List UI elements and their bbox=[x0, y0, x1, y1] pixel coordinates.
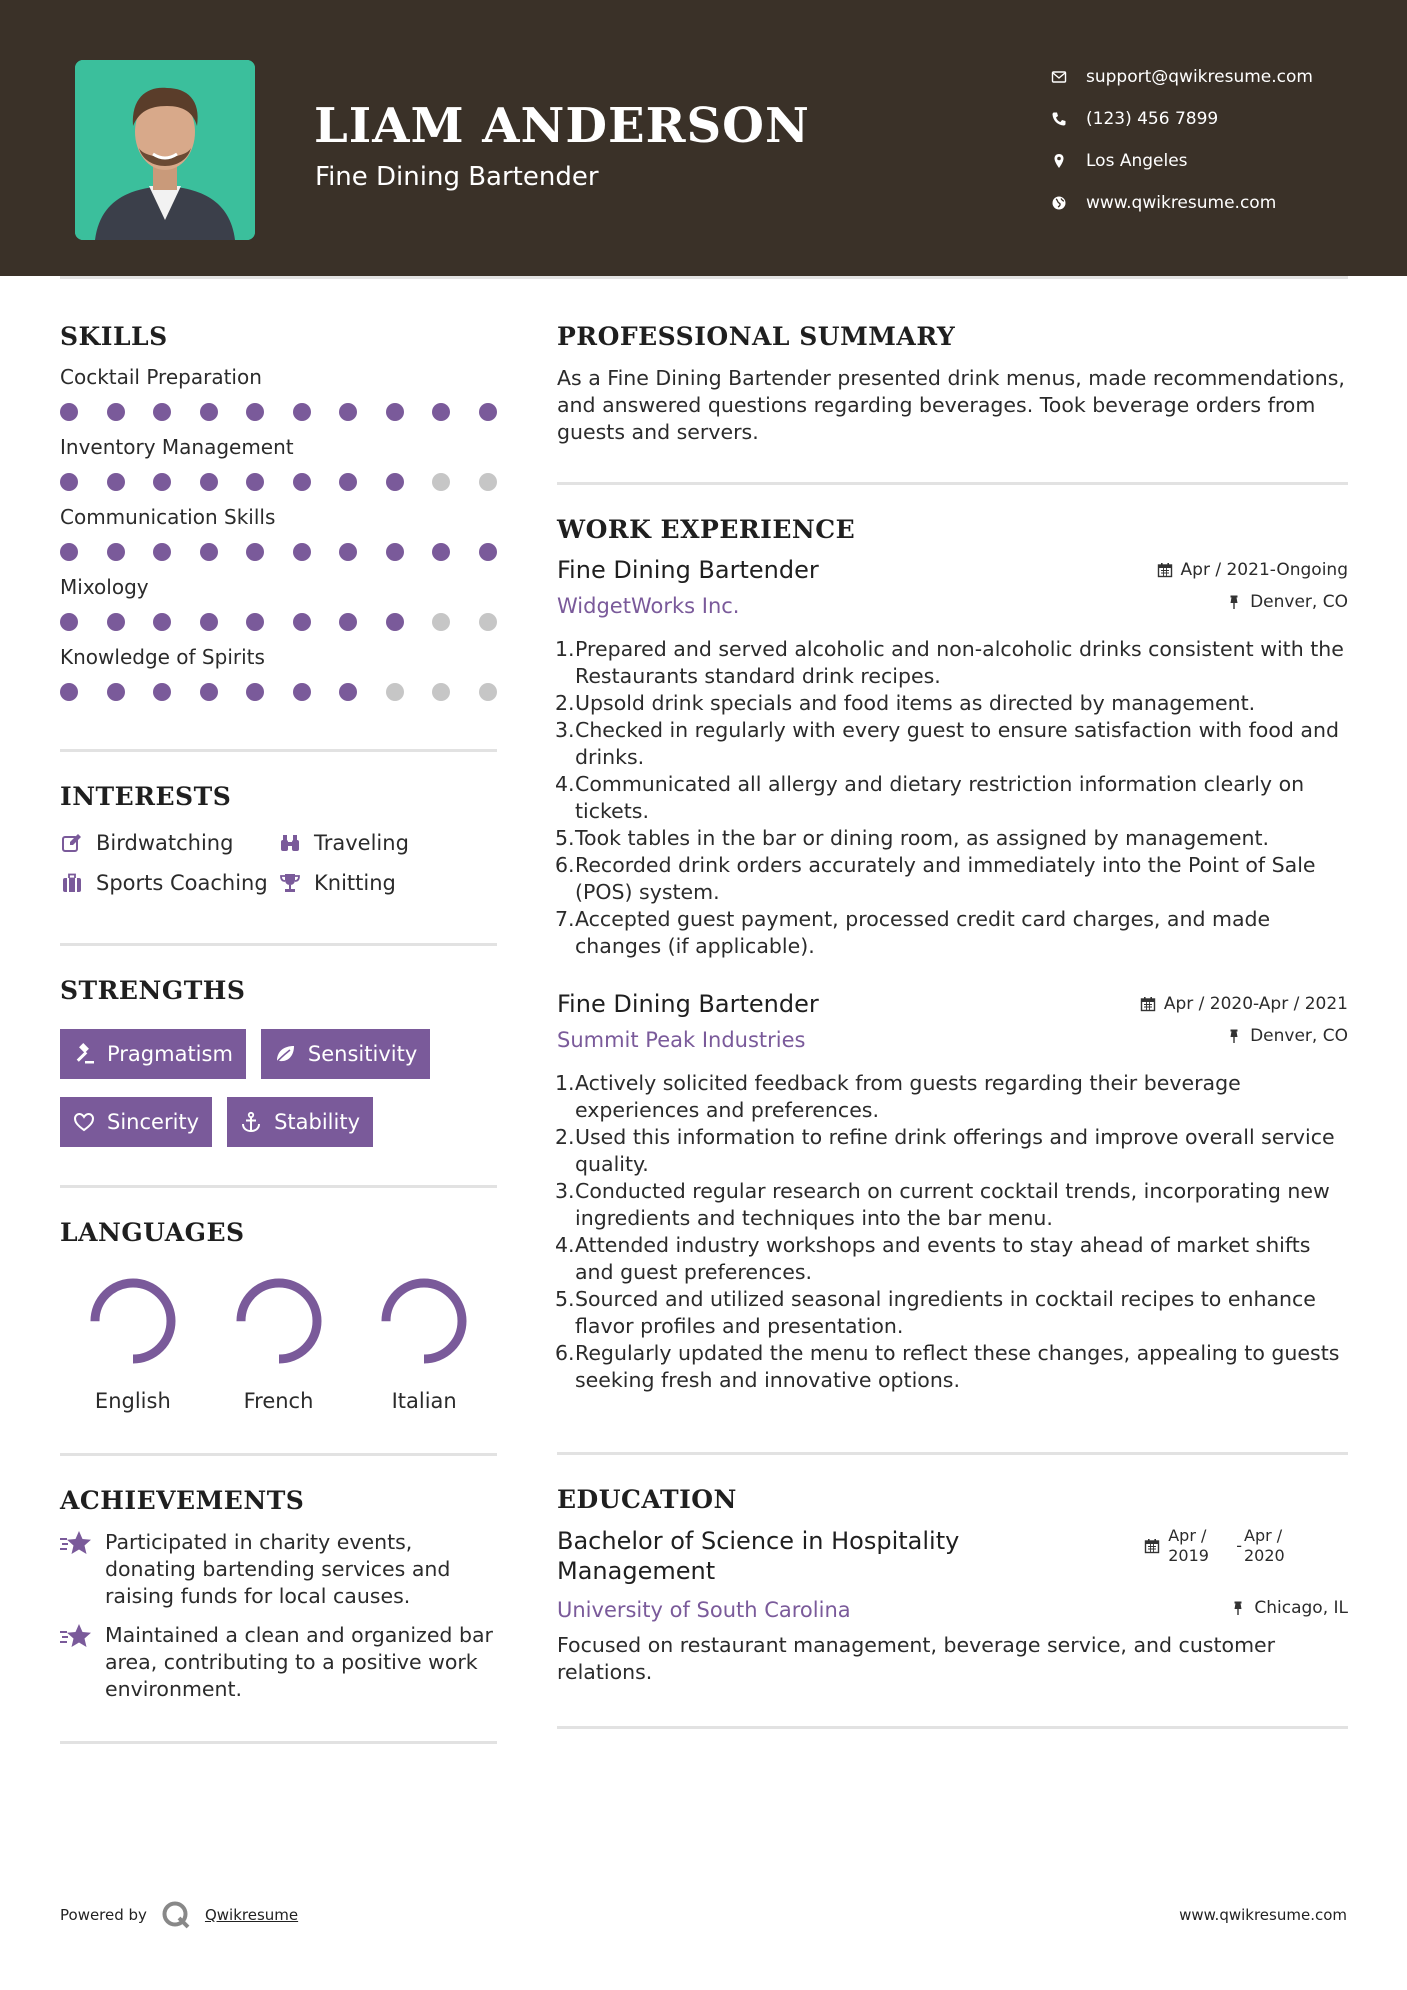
job-location-text: Denver, CO bbox=[1250, 1026, 1348, 1046]
rating-dot-filled bbox=[200, 403, 218, 421]
contact-email[interactable] bbox=[1050, 56, 1380, 98]
skill-rating bbox=[60, 613, 497, 631]
strength-label: Sincerity bbox=[107, 1110, 200, 1134]
rating-dot-filled bbox=[60, 543, 78, 561]
strength-tag bbox=[261, 1029, 430, 1079]
language-level-ring bbox=[233, 1275, 325, 1367]
rating-dot-filled bbox=[246, 613, 264, 631]
skills-list bbox=[60, 365, 497, 701]
job-title: Fine Dining Bartender bbox=[557, 556, 819, 584]
duty-item: Attended industry workshops and events to stay ahead of market shifts and guest preferences. bbox=[575, 1233, 1311, 1284]
rating-dot-filled bbox=[107, 613, 125, 631]
footer-branding bbox=[60, 1900, 298, 1930]
duty-item: Sourced and utilized seasonal ingredients in cocktail recipes to enhance flavor profiles and presentation. bbox=[575, 1287, 1316, 1338]
rating-dot-filled bbox=[60, 403, 78, 421]
job-location bbox=[1226, 1026, 1348, 1046]
rating-dot-filled bbox=[432, 543, 450, 561]
rating-dot-filled bbox=[339, 403, 357, 421]
footer-website[interactable]: www.qwikresume.com bbox=[1179, 1906, 1347, 1924]
job-company: Summit Peak Industries bbox=[557, 1028, 806, 1052]
heart-icon bbox=[73, 1111, 95, 1133]
contact-location-text: Los Angeles bbox=[1086, 151, 1188, 171]
languages-section bbox=[60, 1218, 497, 1413]
language-item bbox=[206, 1275, 352, 1413]
duty-item: Actively solicited feedback from guests regarding their beverage experiences and preferences. bbox=[575, 1071, 1241, 1122]
job-dates bbox=[1157, 560, 1348, 580]
pushpin-icon bbox=[1230, 1600, 1246, 1616]
rating-dot-filled bbox=[200, 683, 218, 701]
education-end-month: Apr / bbox=[1244, 1526, 1283, 1545]
interest-item bbox=[278, 831, 497, 855]
strength-label: Sensitivity bbox=[307, 1042, 418, 1066]
rating-dot-filled bbox=[153, 543, 171, 561]
duty-item: Communicated all allergy and dietary restriction information clearly on tickets. bbox=[575, 772, 1305, 823]
star-icon bbox=[60, 1529, 92, 1557]
star-icon bbox=[60, 1622, 92, 1650]
rating-dot-filled bbox=[200, 473, 218, 491]
contact-list bbox=[1050, 56, 1380, 224]
skills-title: SKILLS bbox=[60, 322, 168, 351]
duty-item: Prepared and served alcoholic and non-alcoholic drinks consistent with the Restaurants standard drink recipes. bbox=[575, 637, 1344, 688]
rating-dot-empty bbox=[432, 613, 450, 631]
contact-website-text: www.qwikresume.com bbox=[1086, 193, 1277, 213]
job-duties bbox=[557, 1070, 1348, 1394]
skill-label: Inventory Management bbox=[60, 435, 294, 459]
job-entry bbox=[557, 990, 1348, 1394]
map-pin-icon bbox=[1050, 152, 1068, 170]
rating-dot-filled bbox=[153, 403, 171, 421]
skill-rating bbox=[60, 473, 497, 491]
achievement-item bbox=[60, 1622, 497, 1703]
rating-dot-filled bbox=[107, 683, 125, 701]
language-level-ring bbox=[378, 1275, 470, 1367]
profile-photo bbox=[75, 60, 255, 240]
rating-dot-filled bbox=[107, 543, 125, 561]
rating-dot-filled bbox=[246, 543, 264, 561]
interest-item bbox=[60, 871, 278, 895]
achievements-list bbox=[60, 1529, 497, 1703]
calendar-icon bbox=[1144, 1538, 1160, 1554]
rating-dot-filled bbox=[386, 543, 404, 561]
rating-dot-empty bbox=[432, 473, 450, 491]
contact-website[interactable] bbox=[1050, 182, 1380, 224]
duty-item: Took tables in the bar or dining room, as assigned by management. bbox=[575, 826, 1270, 850]
rating-dot-filled bbox=[339, 683, 357, 701]
interests-list bbox=[60, 831, 497, 895]
language-item bbox=[60, 1275, 206, 1413]
education-description: Focused on restaurant management, beverage service, and customer relations. bbox=[557, 1633, 1276, 1684]
strength-tag bbox=[227, 1097, 373, 1147]
skill-item bbox=[60, 365, 497, 421]
rating-dot-filled bbox=[200, 613, 218, 631]
summary-text: As a Fine Dining Bartender presented drink menus, made recommendations, and answered questions regarding beverages. Took beverage orders from guests and servers. bbox=[557, 366, 1345, 444]
rating-dot-filled bbox=[153, 613, 171, 631]
strengths-section bbox=[60, 976, 497, 1147]
job-duties bbox=[557, 636, 1348, 960]
skill-item bbox=[60, 505, 497, 561]
rating-dot-filled bbox=[246, 683, 264, 701]
duty-item: Checked in regularly with every guest to ensure satisfaction with food and drinks. bbox=[575, 718, 1339, 769]
languages-title: LANGUAGES bbox=[60, 1218, 245, 1247]
strength-label: Pragmatism bbox=[107, 1042, 233, 1066]
globe-icon bbox=[1050, 194, 1068, 212]
envelope-icon bbox=[1050, 68, 1068, 86]
rating-dot-filled bbox=[293, 683, 311, 701]
rating-dot-empty bbox=[432, 683, 450, 701]
summary-section bbox=[557, 322, 1348, 446]
section-divider bbox=[60, 749, 497, 752]
skill-rating bbox=[60, 403, 497, 421]
education-date-separator: - bbox=[1236, 1536, 1242, 1555]
education-start-year: 2019 bbox=[1168, 1546, 1209, 1565]
job-company: WidgetWorks Inc. bbox=[557, 594, 740, 618]
briefcase-icon bbox=[60, 871, 84, 895]
rating-dot-empty bbox=[479, 613, 497, 631]
skills-section bbox=[60, 322, 497, 701]
skill-label: Knowledge of Spirits bbox=[60, 645, 265, 669]
duty-item: Upsold drink specials and food items as directed by management. bbox=[575, 691, 1256, 715]
rating-dot-empty bbox=[386, 683, 404, 701]
duty-item: Regularly updated the menu to reflect these changes, appealing to guests seeking fresh and innovative options. bbox=[575, 1341, 1340, 1392]
gavel-icon bbox=[73, 1043, 95, 1065]
section-divider bbox=[557, 1452, 1348, 1455]
skill-item bbox=[60, 435, 497, 491]
rating-dot-filled bbox=[293, 403, 311, 421]
interest-label: Knitting bbox=[314, 871, 396, 895]
degree-title: Bachelor of Science in Hospitality Management bbox=[557, 1527, 960, 1585]
achievement-text: Maintained a clean and organized bar area, contributing to a positive work environment. bbox=[105, 1623, 493, 1701]
powered-by-label: Powered by bbox=[60, 1906, 147, 1924]
achievements-title: ACHIEVEMENTS bbox=[60, 1486, 305, 1515]
rating-dot-filled bbox=[479, 403, 497, 421]
rating-dot-filled bbox=[107, 473, 125, 491]
rating-dot-filled bbox=[200, 543, 218, 561]
section-divider bbox=[60, 1185, 497, 1188]
section-divider bbox=[557, 482, 1348, 485]
rating-dot-empty bbox=[479, 473, 497, 491]
skill-item bbox=[60, 575, 497, 631]
rating-dot-filled bbox=[107, 403, 125, 421]
achievement-item bbox=[60, 1529, 497, 1610]
language-item bbox=[351, 1275, 497, 1413]
strength-tag bbox=[60, 1097, 212, 1147]
calendar-icon bbox=[1140, 996, 1156, 1012]
rating-dot-filled bbox=[60, 613, 78, 631]
contact-phone-text: (123) 456 7899 bbox=[1086, 109, 1219, 129]
contact-phone[interactable] bbox=[1050, 98, 1380, 140]
job-title: Fine Dining Bartender bbox=[557, 990, 819, 1018]
achievements-section bbox=[60, 1486, 497, 1703]
skill-label: Mixology bbox=[60, 575, 149, 599]
experience-section bbox=[557, 515, 1348, 1394]
education-end-year: 2020 bbox=[1244, 1546, 1285, 1565]
education-section bbox=[557, 1485, 1348, 1686]
interest-label: Sports Coaching bbox=[96, 871, 268, 895]
rating-dot-filled bbox=[339, 543, 357, 561]
skill-label: Communication Skills bbox=[60, 505, 276, 529]
qwikresume-logo-icon bbox=[161, 1900, 191, 1930]
strength-label: Stability bbox=[274, 1110, 361, 1134]
job-dates-text: Apr / 2021-Ongoing bbox=[1180, 560, 1348, 580]
candidate-name: LIAM ANDERSON bbox=[314, 98, 810, 154]
phone-icon bbox=[1050, 110, 1068, 128]
strengths-title: STRENGTHS bbox=[60, 976, 246, 1005]
languages-list bbox=[60, 1275, 497, 1413]
rating-dot-filled bbox=[432, 403, 450, 421]
strengths-list bbox=[60, 1029, 497, 1147]
section-divider bbox=[557, 1726, 1348, 1729]
rating-dot-filled bbox=[153, 683, 171, 701]
job-dates-text: Apr / 2020-Apr / 2021 bbox=[1163, 994, 1348, 1014]
resume-header bbox=[0, 0, 1407, 276]
education-dates bbox=[1144, 1526, 1308, 1566]
education-title: EDUCATION bbox=[557, 1485, 737, 1514]
school-name: University of South Carolina bbox=[557, 1598, 851, 1622]
strength-tag bbox=[60, 1029, 246, 1079]
experience-title: WORK EXPERIENCE bbox=[557, 515, 856, 544]
duty-item: Accepted guest payment, processed credit card charges, and made changes (if applicable). bbox=[575, 907, 1271, 958]
rating-dot-filled bbox=[60, 473, 78, 491]
interests-title: INTERESTS bbox=[60, 782, 232, 811]
interest-item bbox=[278, 871, 497, 895]
education-location bbox=[1230, 1598, 1348, 1618]
rating-dot-filled bbox=[386, 403, 404, 421]
candidate-role: Fine Dining Bartender bbox=[315, 162, 599, 192]
rating-dot-filled bbox=[293, 473, 311, 491]
edit-icon bbox=[60, 831, 84, 855]
job-dates bbox=[1140, 994, 1348, 1014]
language-label: English bbox=[94, 1389, 171, 1413]
interests-section bbox=[60, 782, 497, 895]
duty-item: Recorded drink orders accurately and immediately into the Point of Sale (POS) system. bbox=[575, 853, 1316, 904]
pushpin-icon bbox=[1226, 594, 1242, 610]
job-location bbox=[1226, 592, 1348, 612]
rating-dot-filled bbox=[293, 543, 311, 561]
education-end bbox=[1244, 1526, 1308, 1566]
duty-item: Used this information to refine drink offerings and improve overall service quality. bbox=[575, 1125, 1335, 1176]
job-entry bbox=[557, 556, 1348, 960]
trophy-icon bbox=[278, 871, 302, 895]
rating-dot-filled bbox=[246, 473, 264, 491]
rating-dot-filled bbox=[293, 613, 311, 631]
skill-item bbox=[60, 645, 497, 701]
skill-label: Cocktail Preparation bbox=[60, 365, 262, 389]
rating-dot-filled bbox=[153, 473, 171, 491]
header-divider bbox=[60, 276, 1348, 279]
language-label: French bbox=[243, 1389, 314, 1413]
pushpin-icon bbox=[1226, 1028, 1242, 1044]
skill-rating bbox=[60, 543, 497, 561]
calendar-icon bbox=[1157, 562, 1173, 578]
skill-rating bbox=[60, 683, 497, 701]
rating-dot-filled bbox=[386, 473, 404, 491]
rating-dot-filled bbox=[386, 613, 404, 631]
section-divider bbox=[60, 1453, 497, 1456]
rating-dot-filled bbox=[339, 613, 357, 631]
language-level-ring bbox=[87, 1275, 179, 1367]
leaf-icon bbox=[274, 1043, 296, 1065]
person-portrait-icon bbox=[75, 60, 255, 240]
interest-label: Birdwatching bbox=[96, 831, 234, 855]
binoculars-icon bbox=[278, 831, 302, 855]
rating-dot-filled bbox=[479, 543, 497, 561]
education-location-text: Chicago, IL bbox=[1254, 1598, 1348, 1618]
language-label: Italian bbox=[391, 1389, 457, 1413]
achievement-text: Participated in charity events, donating bartending services and raising funds for local causes. bbox=[105, 1530, 451, 1608]
contact-location bbox=[1050, 140, 1380, 182]
interest-label: Traveling bbox=[314, 831, 409, 855]
interest-item bbox=[60, 831, 278, 855]
anchor-icon bbox=[240, 1111, 262, 1133]
duty-item: Conducted regular research on current cocktail trends, incorporating new ingredients and techniques into the bar menu. bbox=[575, 1179, 1330, 1230]
brand-link[interactable]: Qwikresume bbox=[204, 1906, 299, 1924]
right-column bbox=[557, 322, 1348, 1729]
rating-dot-empty bbox=[479, 683, 497, 701]
education-start bbox=[1168, 1526, 1232, 1566]
rating-dot-filled bbox=[246, 403, 264, 421]
job-location-text: Denver, CO bbox=[1250, 592, 1348, 612]
education-entry bbox=[557, 1526, 1348, 1686]
contact-email-text: support@qwikresume.com bbox=[1086, 67, 1313, 87]
rating-dot-filled bbox=[60, 683, 78, 701]
rating-dot-filled bbox=[339, 473, 357, 491]
education-start-month: Apr / bbox=[1168, 1526, 1207, 1545]
section-divider bbox=[60, 1741, 497, 1744]
left-column bbox=[60, 322, 497, 1744]
summary-title: PROFESSIONAL SUMMARY bbox=[557, 322, 956, 351]
section-divider bbox=[60, 943, 497, 946]
